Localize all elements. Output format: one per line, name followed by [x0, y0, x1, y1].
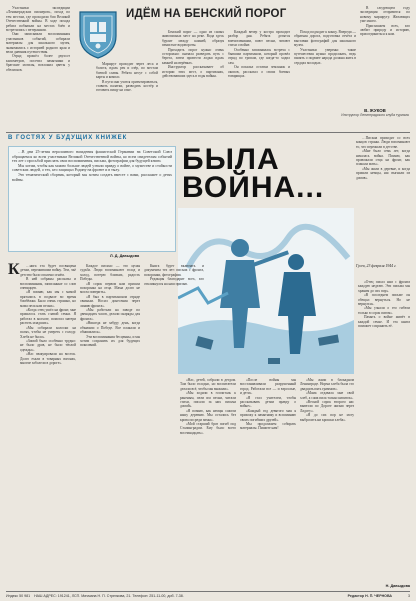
article-col-6: «Мы жили в блокадном Ленинграде. Норма хлеба была сто двадцать пять граммов». «Мама отдавала мне свой хлеб, а сама пила только кипяток». «Весной сорок второго нас вывезли по Дороге жизни через Ладогу». «Я до сих пор не могу выбросить ни крошки хлеба». [300, 378, 354, 422]
big-title-line-2: ВОЙНА... [182, 171, 325, 204]
byline-sub: Инструктор Ленинградского клуба туризма [341, 113, 409, 117]
article-author: Н. Давыдова [385, 584, 410, 588]
intro-box [8, 146, 176, 252]
byline-name: В. ЖУКОВ [364, 108, 386, 113]
article-col-4: «Нас, детей, собрали в детдом. Там было голодно, но воспитатели делали всё, чтобы мы выжили». «Мы ходили в госпиталь к раненым, пели им песни, читали стихи, писали за них письма домой». «Я помню, как немцы сожгли нашу деревню. Мы остались без крова посреди зимы». «Мой старший брат погиб под Сталинградом. Ему было всего восемнадцать». [180, 378, 236, 435]
section-rubric: В ГОСТЯХ У БУДУЩИХ КНИЖЕК [8, 135, 128, 141]
footer-page-number: 3 [408, 594, 410, 598]
article-col-2: Каждое письмо — это целая судьба. Люди вспоминают голод и холод, потерю близких, радость Победы. «В сорок первом нам пришла похоронка на отца. Мама долго не могла поверить». «Я был в партизанском отряде связным. Носил донесения через линию фронта». «Мы работали на заводе по двенадцать часов, делали снаряды для фронта». «Никогда не забуду день, когда объявили о Победе. Все плакали и обнимались». Эти воспоминания бесценны, и мы хотим сохранить их для будущих поколений. [80, 264, 140, 348]
intro-text: …В дни 25-летия вероломного нападения фашистской Германии на Советский Союз обращаемся ко всем участникам Великой Отечественной войны, ко всем свидетелям событий тех лет с просьбой прислать свои воспоминания, письма, фотографии для будущей книги. Мы хотим, чтобы как можно больше людей узнали правду о войне, о мужестве и стойкости советских людей, о тех, кто защищал Родину на фронте и в тылу. Это тематический сборник, который мы хотим создать вместе с вами, расскажет о детях войны. [12, 150, 172, 182]
top-col-5: Поход подходит к концу. Впереди — обратная дорога, подготовка отчёта и выставки фотографий для школьного музея. Участники уверены: такие путешествия нужно продолжать, ведь память о подвиге народа должна жить в сердцах молодых. [294, 30, 356, 65]
big-title-line-1: БЫЛА [182, 143, 280, 176]
page-footer [6, 591, 410, 598]
date-line: Гусев, 23 февраля 1944 г. [356, 264, 397, 268]
top-left-column: Участники экспедиции «Ленинградских пионеров», поход по тем местам, где проходили бои Великой Отечественной войны. В ходе похода ребята побывали на местах боёв и встретились с ветеранами. Они записывали воспоминания участников событий, собирали материалы для школьного музея, знакомились с историей родного края и вели дневник путешествия. Отряд прошёл более двухсот километров, посетил памятники и братские могилы, возложил цветы у обелисков. [6, 6, 70, 72]
drop-cap: К [8, 261, 20, 278]
footer-address: НАШ АДРЕС: 191241, ЛСП. Мичмана Н. П. Стрелкова, 21. Телефон: 251-11-00, доб. 7-38. [34, 594, 184, 598]
footer-index: Индекс 50 981 [6, 594, 31, 598]
intro-signature: Л. Д. Давыдова [110, 254, 140, 258]
war-illustration [178, 208, 354, 374]
article-col-5: «После войны мы восстанавливали разрушенный город. Работали все — и взрослые, и дети». «Я стал учителем, чтобы рассказывать детям правду о войне». «Каждый год девятого мая я прихожу к памятнику и вспоминаю своих погибших друзей». Мы продолжаем собирать материалы. Пишите нам! [240, 378, 296, 431]
article-col-7: «Отец писал нам с фронта каждую неделю. Эти письма мы храним до сих пор». «В последнем письме он обещал вернуться. Но не вернулся». «Мы узнали о его гибели только в сорок пятом». Память о войне живёт в каждой семье. И эта книга поможет сохранить её. [358, 280, 410, 329]
top-headline: ИДЁМ НА БЕНСКИЙ ПОРОГ [126, 8, 287, 20]
top-col-4: Каждый вечер у костра проходит разбор дня. Ребята делятся впечатлениями, поют песни, читают стихи о войне. Особенно запомнилась встреча с бывшим партизаном, который провёл отряд по тропам, где когда-то ходил сам. Он показал остатки землянок и окопов, рассказал о своих боевых товарищах. [228, 30, 290, 79]
footer-editor: Редактор Н. П. ЧЕРНОВА [347, 594, 392, 598]
top-col-2: Маршрут проходит через леса и болота, вдоль рек и озёр, по местам боевой славы. Ребята несут с собой карты и компас. В пути они учатся ориентироваться, ставить палатки, разводить костёр и готовить пищу на огне. [96, 62, 158, 93]
right-column-top: …Письма приходят со всех концов страны. Люди вспоминают то, что пережили в детстве. «Мне было семь лет, когда началась война. Помню, как провожали отца на фронт, как плакала мать». «Мы жили в деревне, и когда пришли немцы, нас выгнали из домов». [356, 136, 410, 180]
article-col-1: …нига эта будет посвящена детям, пережившим войну. Тем, чьё детство было опалено огнём. В ней собраны рассказы и воспоминания, записанные со слов очевидцев. «Я помню, как мы с мамой прятались в подвале во время бомбёжки. Было очень страшно, но мама пела нам песни». «Когда отец ушёл на фронт, мне пришлось стать главой семьи. Я работал в колхозе, помогал матери растить младших». «Мы собирали колоски на полях, чтобы не умереть с голоду. Хлеба не было». «Зимой было особенно трудно: не было дров, не было тёплой одежды». «Нас эвакуировали на восток. Долго ехали в товарных вагонах, многие заболели в дороге». [20, 264, 76, 365]
top-divider [6, 132, 410, 133]
article-col-3: Книга будет включать и документы тех лет: письма с фронта, похоронки, фотографии. Редакция благодарит всех, кто откликнулся на наш призыв. [144, 264, 204, 286]
top-col-6: В следующем году экспедиция отправится по новому маршруту. Желающих уже много. Приглашаем всех, кто любит природу и историю, присоединиться к нам. [360, 6, 410, 37]
top-byline [340, 108, 410, 117]
expedition-emblem [76, 8, 120, 60]
top-col-3: Бенский порог — одно из самых живописных мест на реке. Вода здесь бурлит между камней, образуя пенистые водовороты. Проходить порог нужно очень осторожно: сначала разведать путь с берега, затем провести лодки вдоль камней на верёвках. Инструктор рассказывает об истории этих мест, о партизанах, действовавших здесь в годы войны. [162, 30, 224, 79]
big-title [182, 143, 325, 204]
